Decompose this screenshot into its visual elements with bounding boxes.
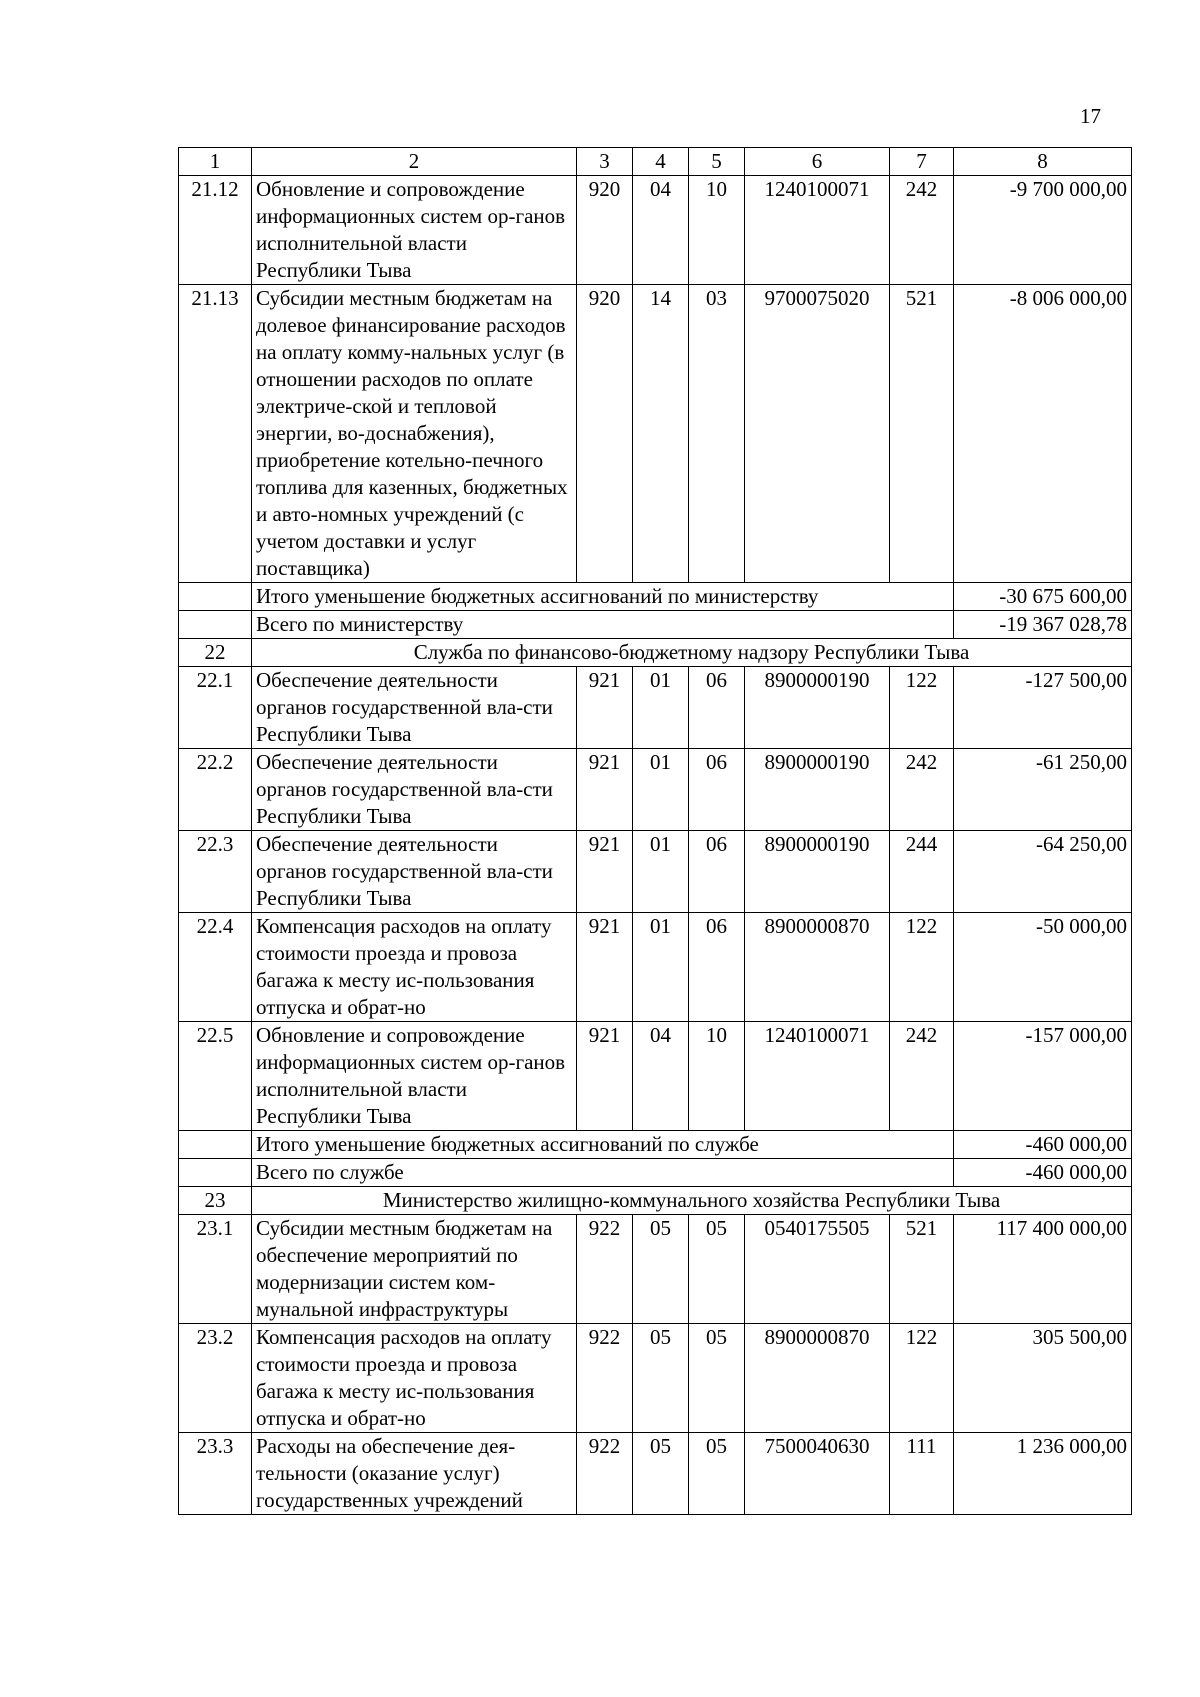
row-subsection-code: 10 <box>689 1022 745 1131</box>
row-name: Обновление и сопровождение информационных систем ор-ганов исполнительной власти Республики Тыва <box>252 1022 577 1131</box>
row-amount: -50 000,00 <box>954 913 1132 1022</box>
row-section-code: 14 <box>633 285 689 583</box>
row-expense-type: 244 <box>890 831 954 913</box>
row-target-code: 7500040630 <box>745 1433 890 1515</box>
table-row <box>179 831 1132 913</box>
table-row <box>179 285 1132 583</box>
row-subsection-code: 05 <box>689 1433 745 1515</box>
row-target-code: 1240100071 <box>745 176 890 285</box>
row-amount: -61 250,00 <box>954 749 1132 831</box>
column-header: 8 <box>954 148 1132 176</box>
column-header: 7 <box>890 148 954 176</box>
column-header: 6 <box>745 148 890 176</box>
row-ministry-code: 921 <box>577 831 633 913</box>
table-row <box>179 913 1132 1022</box>
row-name: Обеспечение деятельности органов государственной вла-сти Республики Тыва <box>252 831 577 913</box>
total-empty-cell <box>179 1131 252 1159</box>
section-title: Министерство жилищно-коммунального хозяйства Республики Тыва <box>252 1187 1132 1215</box>
row-name: Расходы на обеспечение дея-тельности (оказание услуг) государственных учреждений <box>252 1433 577 1515</box>
section-title: Служба по финансово-бюджетному надзору Республики Тыва <box>252 639 1132 667</box>
row-number: 23.1 <box>179 1215 252 1324</box>
row-section-code: 01 <box>633 667 689 749</box>
row-ministry-code: 921 <box>577 1022 633 1131</box>
row-subsection-code: 10 <box>689 176 745 285</box>
row-amount: 305 500,00 <box>954 1324 1132 1433</box>
row-expense-type: 111 <box>890 1433 954 1515</box>
row-expense-type: 521 <box>890 285 954 583</box>
total-label: Всего по министерству <box>252 611 954 639</box>
total-row <box>179 611 1132 639</box>
row-number: 21.13 <box>179 285 252 583</box>
section-number: 23 <box>179 1187 252 1215</box>
row-number: 23.2 <box>179 1324 252 1433</box>
row-ministry-code: 920 <box>577 176 633 285</box>
row-target-code: 8900000190 <box>745 831 890 913</box>
total-label: Итого уменьшение бюджетных ассигнований по министерству <box>252 583 954 611</box>
row-number: 22.5 <box>179 1022 252 1131</box>
row-ministry-code: 921 <box>577 749 633 831</box>
row-section-code: 01 <box>633 749 689 831</box>
table-row <box>179 1433 1132 1515</box>
row-subsection-code: 05 <box>689 1215 745 1324</box>
column-header: 4 <box>633 148 689 176</box>
row-subsection-code: 06 <box>689 831 745 913</box>
table-row <box>179 1324 1132 1433</box>
table-row <box>179 1022 1132 1131</box>
table-row <box>179 176 1132 285</box>
row-name: Субсидии местным бюджетам на долевое финансирование расходов на оплату комму-нальных услуг (в отношении расходов по оплате электриче-ской и тепловой энергии, во-доснабжения), приобретение котельно-печного топлива для казенных, бюджетных и авто-номных учреждений (с учетом доставки и услуг поставщика) <box>252 285 577 583</box>
column-header: 2 <box>252 148 577 176</box>
row-ministry-code: 922 <box>577 1215 633 1324</box>
row-name: Компенсация расходов на оплату стоимости проезда и провоза багажа к месту ис-пользования отпуска и обрат-но <box>252 913 577 1022</box>
row-number: 22.3 <box>179 831 252 913</box>
total-label: Всего по службе <box>252 1159 954 1187</box>
total-amount: -460 000,00 <box>954 1131 1132 1159</box>
row-section-code: 04 <box>633 176 689 285</box>
row-section-code: 05 <box>633 1215 689 1324</box>
column-header: 5 <box>689 148 745 176</box>
row-amount: -9 700 000,00 <box>954 176 1132 285</box>
row-target-code: 8900000870 <box>745 1324 890 1433</box>
table-row <box>179 1215 1132 1324</box>
row-number: 22.4 <box>179 913 252 1022</box>
row-ministry-code: 921 <box>577 667 633 749</box>
column-header: 3 <box>577 148 633 176</box>
row-expense-type: 122 <box>890 667 954 749</box>
row-name: Обеспечение деятельности органов государственной вла-сти Республики Тыва <box>252 667 577 749</box>
row-amount: -64 250,00 <box>954 831 1132 913</box>
table-row <box>179 667 1132 749</box>
row-name: Субсидии местным бюджетам на обеспечение мероприятий по модернизации систем ком-мунальной инфраструктуры <box>252 1215 577 1324</box>
total-row <box>179 1131 1132 1159</box>
total-label: Итого уменьшение бюджетных ассигнований по службе <box>252 1131 954 1159</box>
row-number: 21.12 <box>179 176 252 285</box>
row-section-code: 05 <box>633 1324 689 1433</box>
total-row <box>179 1159 1132 1187</box>
row-subsection-code: 03 <box>689 285 745 583</box>
row-expense-type: 242 <box>890 1022 954 1131</box>
row-ministry-code: 921 <box>577 913 633 1022</box>
row-name: Обеспечение деятельности органов государственной вла-сти Республики Тыва <box>252 749 577 831</box>
section-row <box>179 639 1132 667</box>
total-empty-cell <box>179 583 252 611</box>
row-target-code: 8900000870 <box>745 913 890 1022</box>
row-expense-type: 521 <box>890 1215 954 1324</box>
column-header: 1 <box>179 148 252 176</box>
row-number: 23.3 <box>179 1433 252 1515</box>
row-section-code: 01 <box>633 913 689 1022</box>
budget-table <box>178 147 1132 1515</box>
section-row <box>179 1187 1132 1215</box>
row-expense-type: 122 <box>890 1324 954 1433</box>
row-amount: 1 236 000,00 <box>954 1433 1132 1515</box>
row-target-code: 1240100071 <box>745 1022 890 1131</box>
row-target-code: 0540175505 <box>745 1215 890 1324</box>
row-subsection-code: 05 <box>689 1324 745 1433</box>
row-subsection-code: 06 <box>689 667 745 749</box>
row-subsection-code: 06 <box>689 913 745 1022</box>
row-ministry-code: 922 <box>577 1324 633 1433</box>
row-target-code: 9700075020 <box>745 285 890 583</box>
row-amount: -127 500,00 <box>954 667 1132 749</box>
column-header-row <box>179 148 1132 176</box>
row-section-code: 05 <box>633 1433 689 1515</box>
total-empty-cell <box>179 1159 252 1187</box>
total-amount: -19 367 028,78 <box>954 611 1132 639</box>
total-row <box>179 583 1132 611</box>
row-expense-type: 242 <box>890 749 954 831</box>
row-section-code: 01 <box>633 831 689 913</box>
row-expense-type: 242 <box>890 176 954 285</box>
total-empty-cell <box>179 611 252 639</box>
row-ministry-code: 920 <box>577 285 633 583</box>
row-name: Компенсация расходов на оплату стоимости проезда и провоза багажа к месту ис-пользования отпуска и обрат-но <box>252 1324 577 1433</box>
total-amount: -30 675 600,00 <box>954 583 1132 611</box>
page-number: 17 <box>1080 104 1101 128</box>
section-number: 22 <box>179 639 252 667</box>
total-amount: -460 000,00 <box>954 1159 1132 1187</box>
row-number: 22.1 <box>179 667 252 749</box>
row-subsection-code: 06 <box>689 749 745 831</box>
row-amount: -157 000,00 <box>954 1022 1132 1131</box>
row-amount: 117 400 000,00 <box>954 1215 1132 1324</box>
row-expense-type: 122 <box>890 913 954 1022</box>
row-target-code: 8900000190 <box>745 667 890 749</box>
row-number: 22.2 <box>179 749 252 831</box>
row-amount: -8 006 000,00 <box>954 285 1132 583</box>
row-target-code: 8900000190 <box>745 749 890 831</box>
row-section-code: 04 <box>633 1022 689 1131</box>
table-row <box>179 749 1132 831</box>
row-name: Обновление и сопровождение информационных систем ор-ганов исполнительной власти Республики Тыва <box>252 176 577 285</box>
row-ministry-code: 922 <box>577 1433 633 1515</box>
